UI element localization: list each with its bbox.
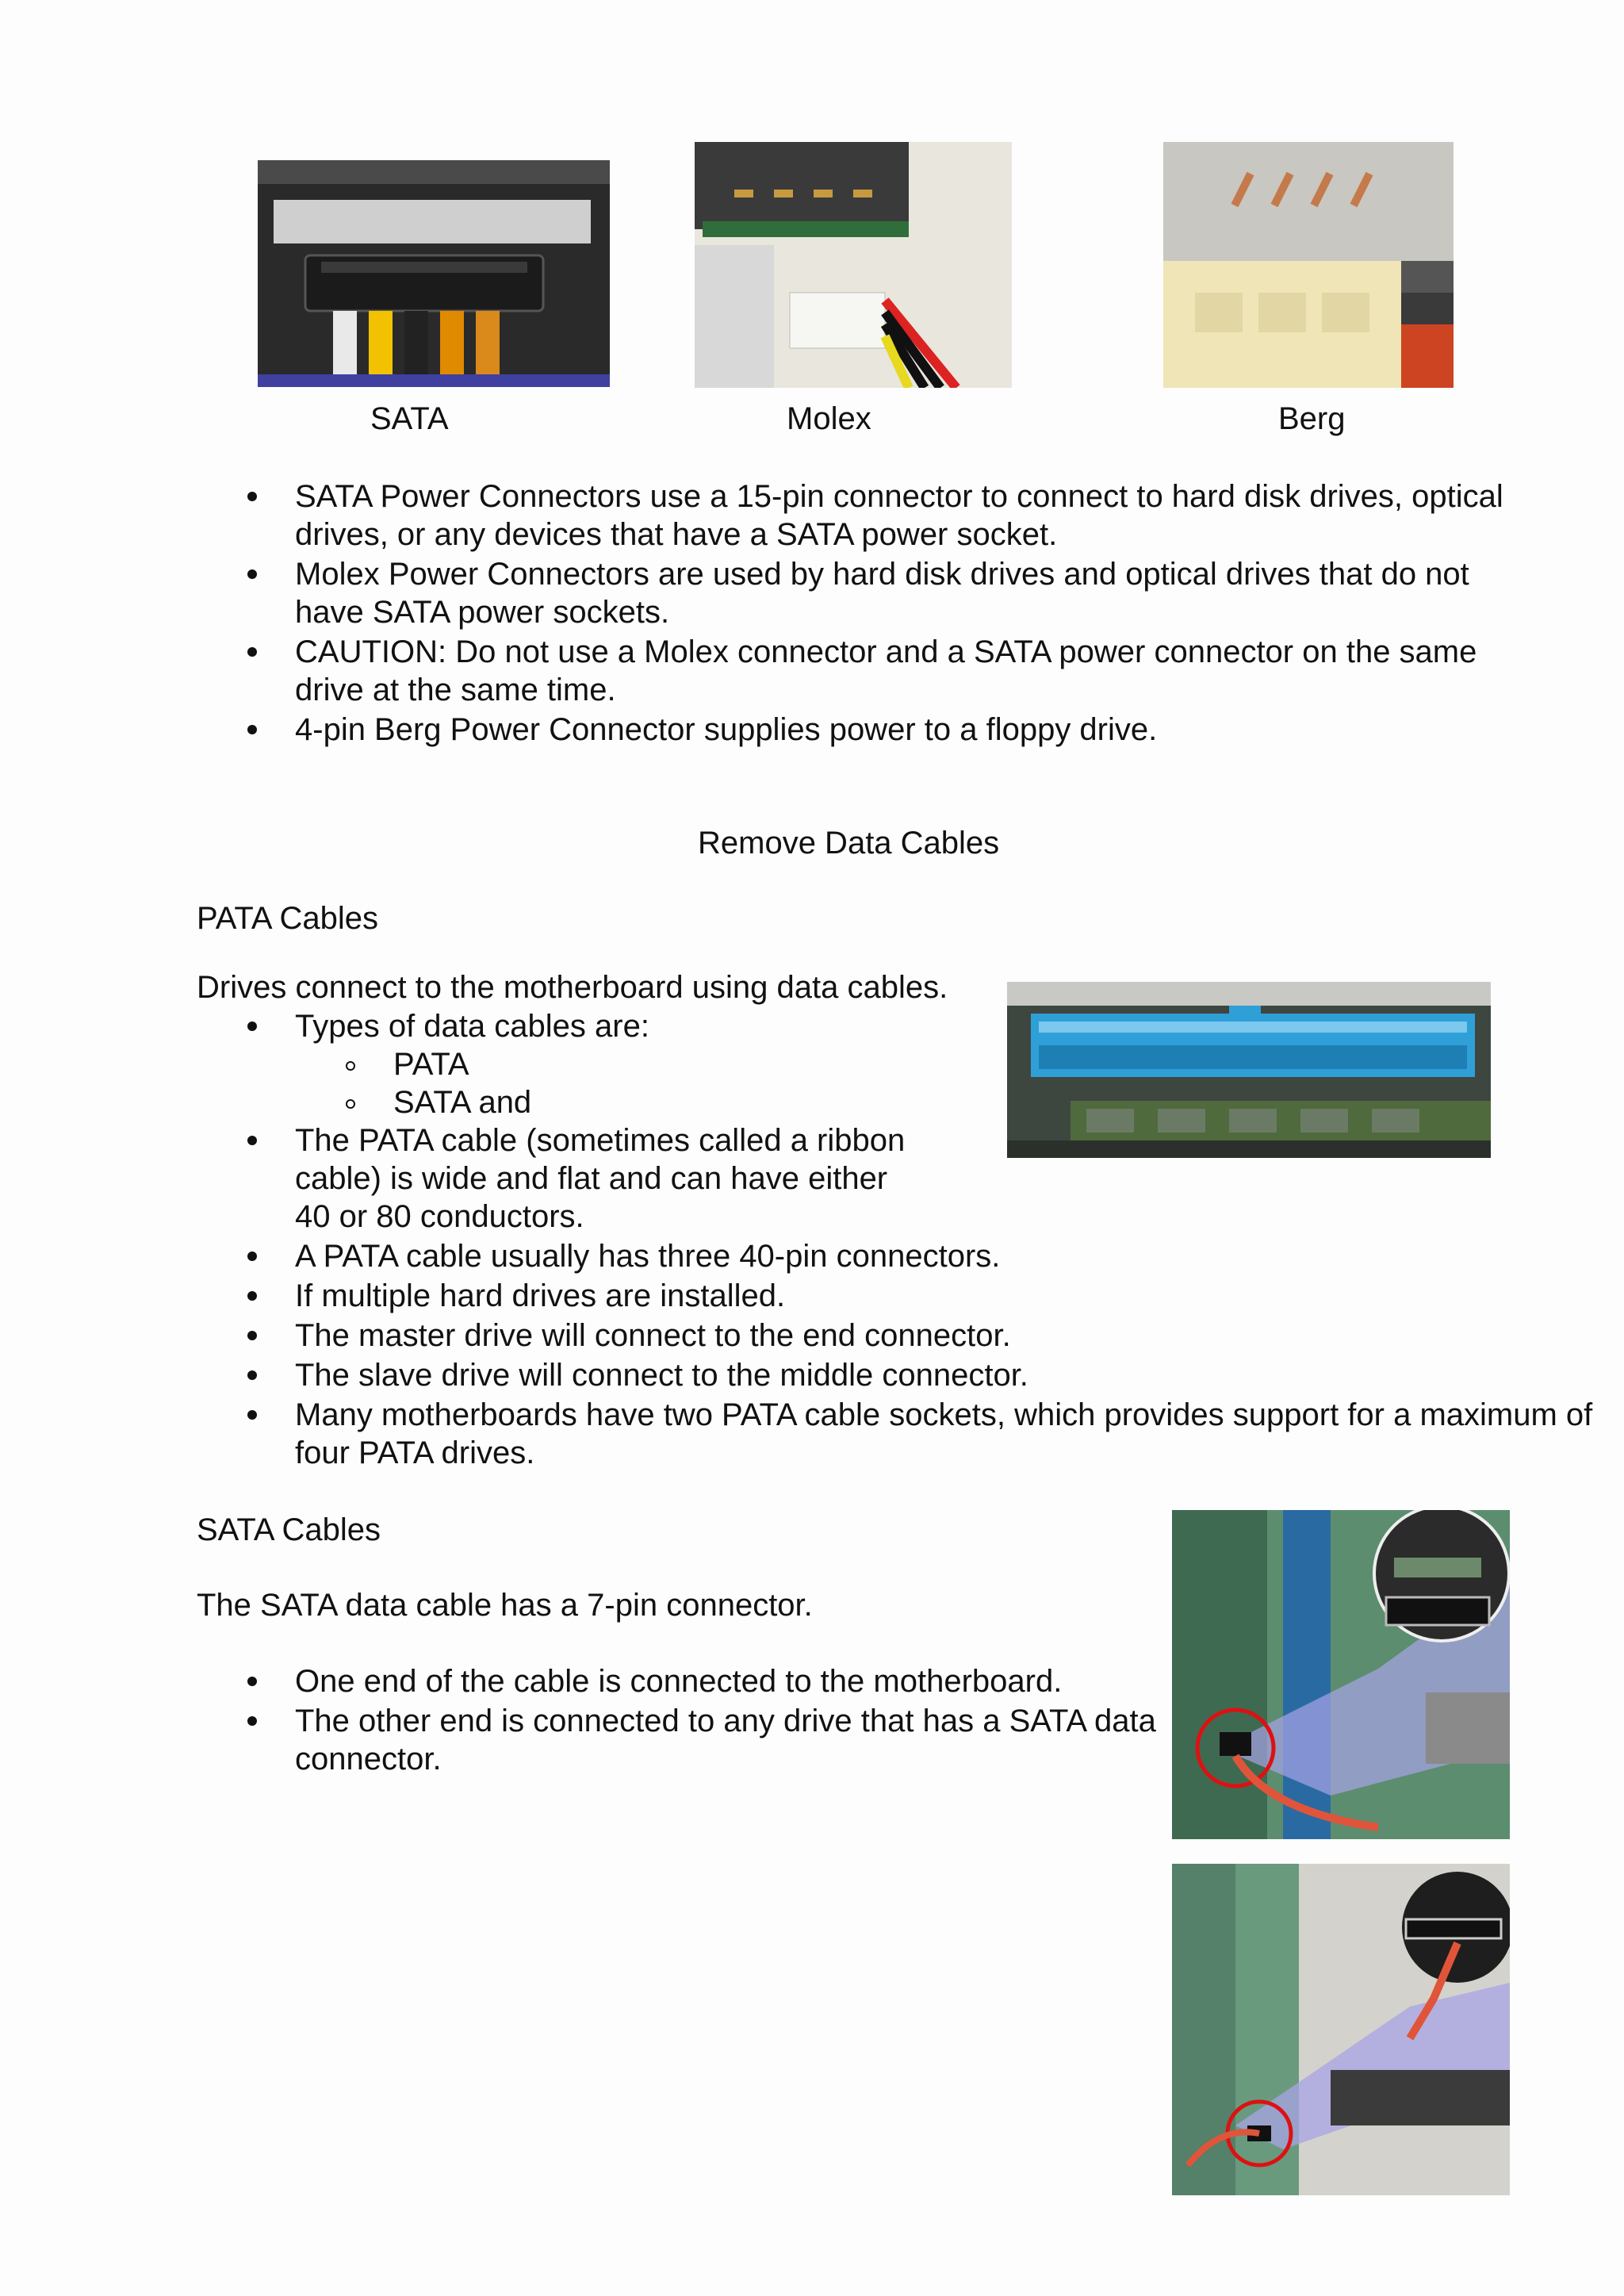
list-item: The master drive will connect to the end connector. (197, 1317, 1529, 1355)
pata-heading: PATA Cables (197, 901, 378, 936)
power-connector-list (197, 477, 1529, 749)
molex-label: Molex (787, 401, 871, 436)
list-item: Types of data cables are: (197, 1007, 1529, 1045)
sata-label: SATA (370, 401, 449, 436)
sata-power-connector-photo (258, 160, 610, 387)
list-item: The other end is connected to any drive that has a SATA data connector. (197, 1702, 1199, 1778)
sata-list (197, 1662, 1243, 1778)
list-item: Molex Power Connectors are used by hard disk drives and optical drives that do not have SATA power sockets. (197, 555, 1529, 631)
list-item: The slave drive will connect to the middle connector. (197, 1356, 1529, 1394)
sata-cable-drive-photo (1172, 1864, 1510, 2195)
sata-cable-motherboard-photo (1172, 1510, 1510, 1839)
section-title: Remove Data Cables (698, 826, 1000, 861)
list-item: CAUTION: Do not use a Molex connector and a SATA power connector on the same drive at the same time. (197, 633, 1529, 709)
pata-intro: Drives connect to the motherboard using data cables. (197, 970, 948, 1005)
list-item: A PATA cable usually has three 40-pin connectors. (197, 1237, 1529, 1275)
sata-intro: The SATA data cable has a 7-pin connector. (197, 1588, 813, 1623)
berg-power-connector-photo (1163, 142, 1454, 388)
list-item: 4-pin Berg Power Connector supplies power to a floppy drive. (197, 711, 1529, 749)
list-item: SATA Power Connectors use a 15-pin connector to connect to hard disk drives, optical drives, or any devices that have a SATA power socket. (197, 477, 1529, 554)
list-item: If multiple hard drives are installed. (197, 1277, 1529, 1315)
molex-power-connector-photo (695, 142, 1012, 388)
sub-list-item: PATA (197, 1045, 1529, 1083)
list-item: The PATA cable (sometimes called a ribbon cable) is wide and flat and can have either 40 or 80 conductors. (197, 1121, 929, 1236)
sub-list-item: SATA and (197, 1083, 1529, 1121)
pata-list (197, 1007, 1593, 1472)
berg-label: Berg (1278, 401, 1346, 436)
list-item: Many motherboards have two PATA cable sockets, which provides support for a maximum of four PATA drives. (197, 1396, 1624, 1472)
sata-heading: SATA Cables (197, 1512, 381, 1547)
list-item: One end of the cable is connected to the motherboard. (197, 1662, 1243, 1700)
